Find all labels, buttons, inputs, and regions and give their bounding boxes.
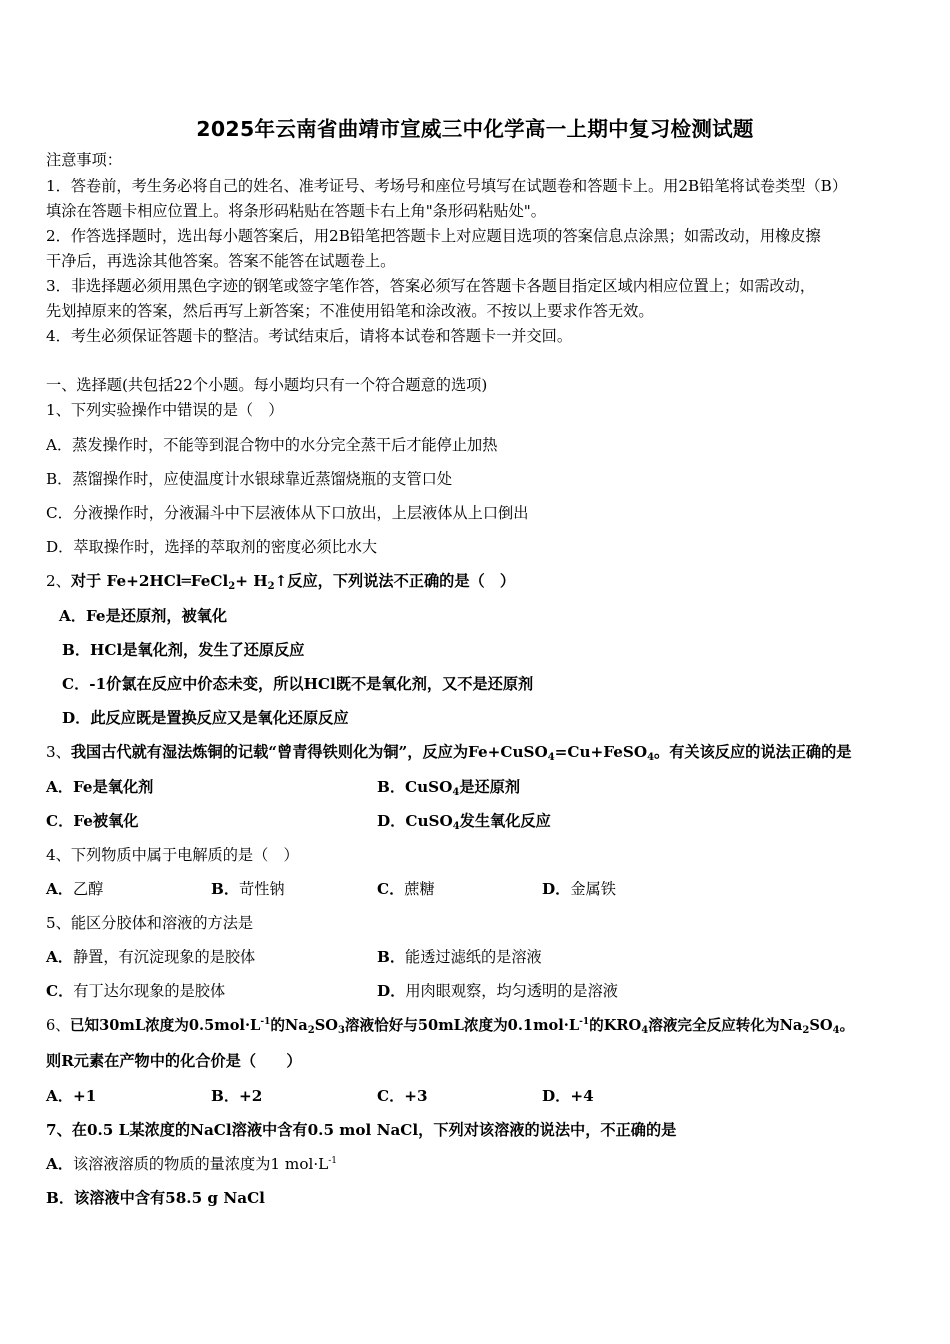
question-5-stem: 5、能区分胶体和溶液的方法是: [46, 914, 254, 932]
q2-sub: 2: [267, 581, 275, 592]
q6-text: 溶液恰好与50mL浓度为0.1mol·L: [344, 1017, 580, 1034]
q6-number: 6、: [46, 1017, 70, 1034]
q1-option-d: D．萃取操作时，选择的萃取剂的密度必须比水大: [46, 538, 378, 556]
q6-sub: 4: [832, 1025, 840, 1036]
q3-d-text-post: 发生氧化反应: [459, 812, 551, 830]
section-heading: 一、选择题(共包括22个小题。每小题均只有一个符合题意的选项): [46, 376, 488, 394]
q3-option-d: [377, 811, 551, 831]
option-key: C．: [46, 982, 74, 1000]
question-3-stem: [46, 742, 851, 762]
q2-option-b: B．HCl是氧化剂，发生了还原反应: [62, 641, 305, 659]
q3-b-text: B．CuSO: [377, 778, 453, 796]
option-key: B．: [377, 948, 406, 966]
q1-option-c: C．分液操作时，分液漏斗中下层液体从下口放出，上层液体从上口倒出: [46, 504, 529, 522]
page-title: 2025年云南省曲靖市宣威三中化学高一上期中复习检测试题: [196, 117, 754, 141]
option-text: 该溶液中含有58.5 g NaCl: [74, 1189, 265, 1207]
q2-text-a: 对于 Fe+2HCl═FeCl: [70, 572, 229, 590]
option-key: B．: [46, 1189, 75, 1207]
q2-option-d: D．此反应既是置换反应又是氧化还原反应: [62, 709, 349, 727]
notice-line: 4．考生必须保证答题卡的整洁。考试结束后，请将本试卷和答题卡一并交回。: [46, 327, 573, 345]
option-sup: -1: [328, 1156, 338, 1166]
q2-text-c: ↑反应，下列说法不正确的是（ ）: [274, 572, 516, 590]
option-key: A．: [46, 948, 73, 966]
q6-text: 的Na: [270, 1017, 308, 1034]
q6-text: 已知30mL浓度为0.5mol·L: [69, 1017, 261, 1034]
q3-number: 3、: [46, 743, 71, 761]
option-text: 静置，有沉淀现象的是胶体: [72, 948, 256, 966]
notice-line: 3．非选择题必须用黑色字迹的钢笔或签字笔作答，答案必须写在答题卡各题目指定区域内相应位置上；如需改动，: [46, 277, 816, 295]
option-key: A．: [46, 1155, 73, 1173]
option-key: D．: [542, 1087, 571, 1105]
q3-text-b: =Cu+FeSO: [554, 743, 648, 761]
q2-text-b: + H: [235, 572, 268, 590]
q7-option-b: [46, 1188, 265, 1208]
q2-number: 2、: [46, 572, 71, 590]
q3-text-a: 我国古代就有湿法炼铜的记载“曾青得铁则化为铜”，反应为Fe+CuSO: [70, 743, 548, 761]
option-key: C．: [377, 880, 405, 898]
q6-text: 溶液完全反应转化为Na: [648, 1017, 803, 1034]
option-text: +4: [570, 1087, 594, 1105]
q6-text: 。: [839, 1017, 855, 1034]
option-key: B．: [211, 880, 240, 898]
option-text: 蔗糖: [404, 880, 435, 898]
q3-b-text-post: 是还原剂: [459, 778, 521, 796]
question-6-line2: 则R元素在产物中的化合价是（ ）: [46, 1052, 302, 1070]
q4-option-b: [211, 879, 285, 899]
notice-line: 1．答卷前，考生务必将自己的姓名、准考证号、考场号和座位号填写在试题卷和答题卡上。用2B铅笔将试卷类型（B）: [46, 177, 848, 195]
q5-option-d: [377, 981, 618, 1001]
q6-sup: -1: [260, 1017, 271, 1027]
option-key: C．: [377, 1087, 405, 1105]
q3-b-sub: 4: [452, 787, 460, 798]
notice-line: 2．作答选择题时，选出每小题答案后，用2B铅笔把答题卡上对应题目选项的答案信息点涂黑；如需改动，用橡皮擦: [46, 227, 821, 245]
q2-option-a: A．Fe是还原剂，被氧化: [59, 607, 228, 625]
q1-option-b: B．蒸馏操作时，应使温度计水银球靠近蒸馏烧瓶的支管口处: [46, 470, 453, 488]
option-text: 用肉眼观察，均匀透明的是溶液: [405, 982, 618, 1000]
q6-option-a: [46, 1086, 96, 1106]
q2-option-c: C．-1价氯在反应中价态未变，所以HCl既不是氧化剂，又不是还原剂: [62, 675, 534, 693]
q6-text: SO: [809, 1017, 833, 1034]
option-text: +3: [404, 1087, 428, 1105]
q5-option-a: [46, 947, 255, 967]
option-key: B．: [211, 1087, 240, 1105]
q3-option-c: C．Fe被氧化: [46, 812, 139, 830]
option-text: 金属铁: [570, 880, 616, 898]
question-6-stem: [46, 1016, 854, 1036]
option-key: D．: [542, 880, 571, 898]
q6-sub: 2: [307, 1025, 315, 1036]
option-text: 有丁达尔现象的是胶体: [73, 982, 226, 1000]
q6-option-c: [377, 1086, 428, 1106]
q6-sub: 2: [802, 1025, 810, 1036]
option-text: 该溶液溶质的物质的量浓度为1 mol·L: [72, 1155, 329, 1173]
q6-text: 的KRO: [589, 1017, 642, 1034]
q3-d-sub: 4: [452, 821, 460, 832]
q3-d-text: D．CuSO: [377, 812, 453, 830]
notice-line: 干净后，再选涂其他答案。答案不能答在试题卷上。: [46, 252, 396, 270]
q5-option-c: [46, 981, 225, 1001]
option-text: +2: [239, 1087, 263, 1105]
option-text: 苛性钠: [239, 880, 285, 898]
q7-option-a: [46, 1154, 337, 1174]
q6-sup: -1: [579, 1017, 590, 1027]
question-1-stem: 1、下列实验操作中错误的是（ ）: [46, 401, 284, 419]
q4-option-d: [542, 879, 616, 899]
option-key: D．: [377, 982, 406, 1000]
q3-sub: 4: [647, 752, 655, 763]
q4-option-a: [46, 879, 103, 899]
q3-sub: 4: [547, 752, 555, 763]
option-text: 乙醇: [72, 880, 104, 898]
notice-heading: 注意事项：: [46, 151, 122, 169]
q6-sub: 4: [641, 1025, 649, 1036]
q3-text-c: 。有关该反应的说法正确的是: [654, 743, 852, 761]
question-4-stem: 4、下列物质中属于电解质的是（ ）: [46, 846, 299, 864]
notice-line: 填涂在答题卡相应位置上。将条形码粘贴在答题卡右上角"条形码粘贴处"。: [46, 202, 546, 220]
question-7-stem: 7、在0.5 L某浓度的NaCl溶液中含有0.5 mol NaCl，下列对该溶液的说法中，不正确的是: [46, 1121, 677, 1139]
q3-option-a: A．Fe是氧化剂: [46, 778, 154, 796]
question-2-stem: [46, 571, 515, 591]
q4-option-c: [377, 879, 435, 899]
option-key: A．: [46, 1087, 73, 1105]
option-text: +1: [72, 1087, 97, 1105]
q6-option-d: [542, 1086, 594, 1106]
q6-text: SO: [314, 1017, 338, 1034]
q2-sub: 2: [228, 581, 236, 592]
q3-option-b: [377, 777, 520, 797]
q5-option-b: [377, 947, 542, 967]
q1-option-a: A．蒸发操作时，不能等到混合物中的水分完全蒸干后才能停止加热: [46, 436, 498, 454]
option-text: 能透过滤纸的是溶液: [405, 948, 542, 966]
notice-line: 先划掉原来的答案，然后再写上新答案；不准使用铅笔和涂改液。不按以上要求作答无效。: [46, 302, 654, 320]
q6-option-b: [211, 1086, 262, 1106]
option-key: A．: [46, 880, 73, 898]
q6-sub: 3: [337, 1025, 345, 1036]
